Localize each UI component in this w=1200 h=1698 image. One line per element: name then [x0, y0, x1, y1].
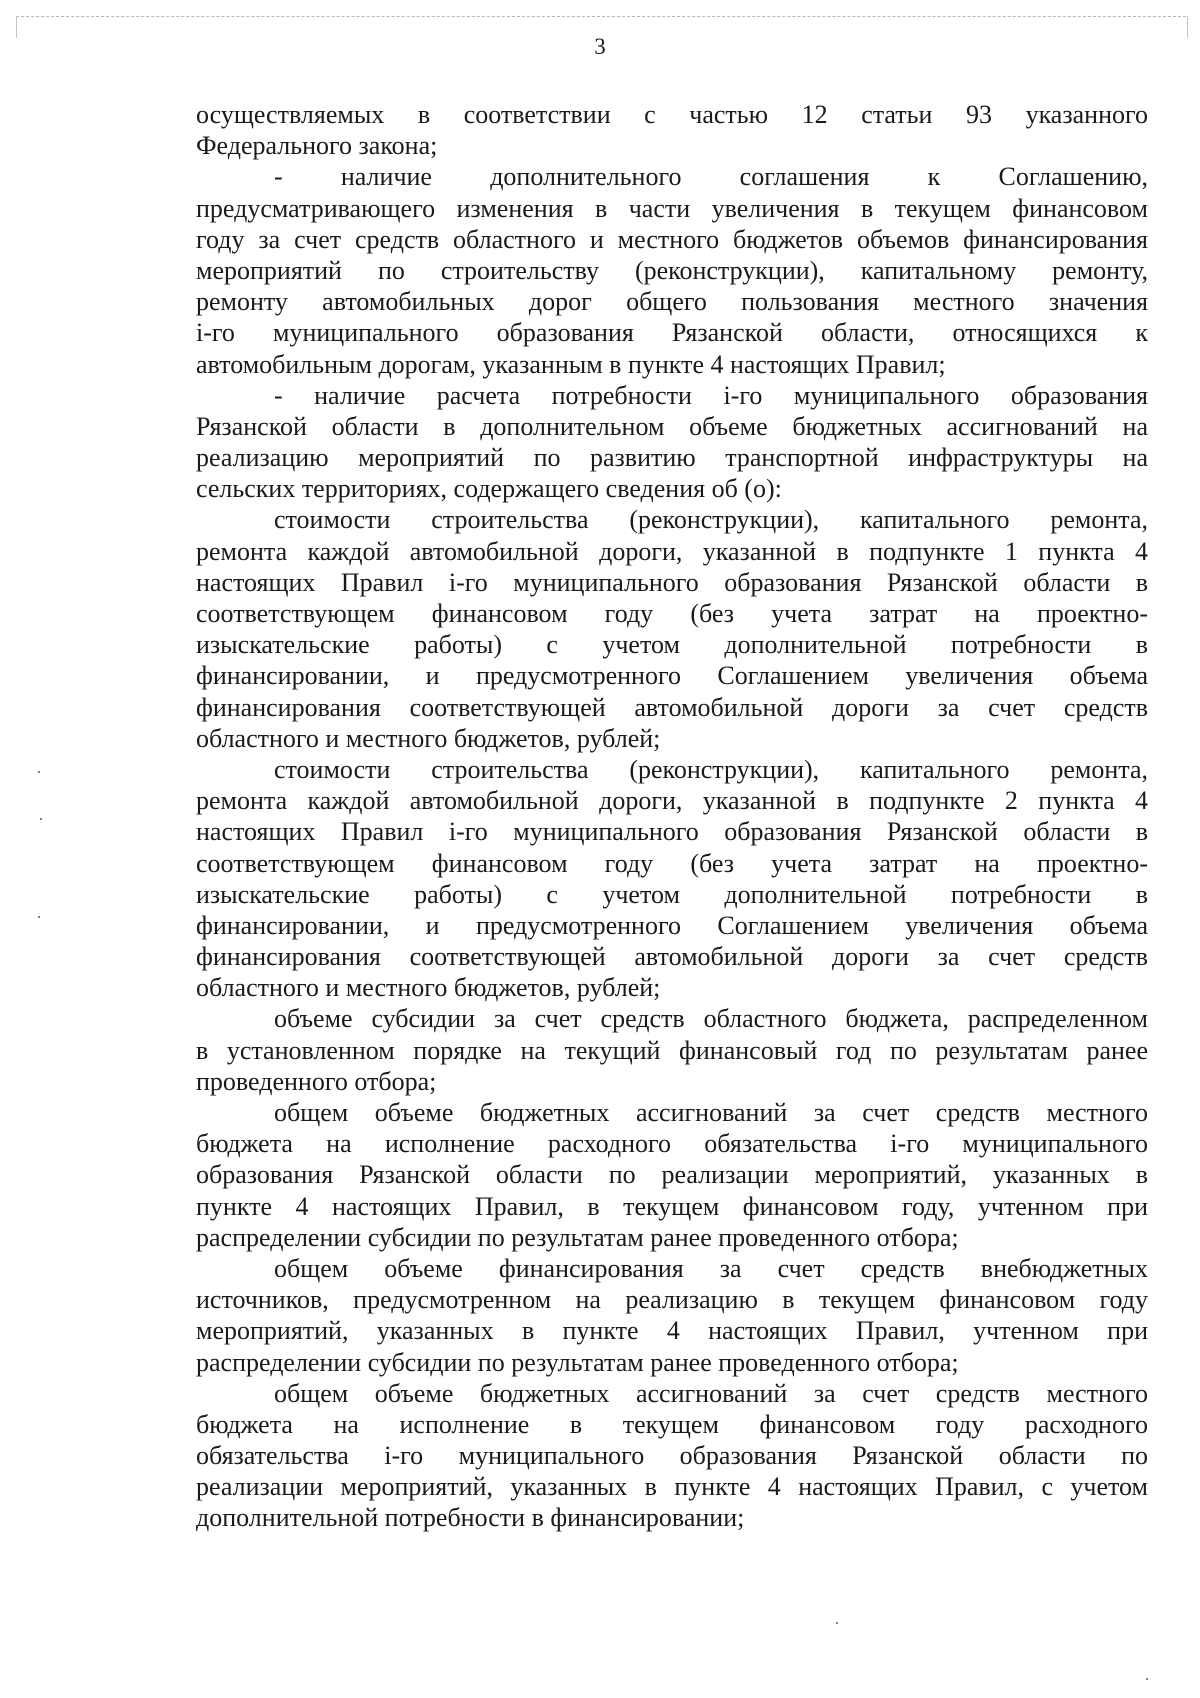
text-line: Федерального закона;: [196, 131, 438, 161]
text-line: общем объеме бюджетных ассигнований за счет средств местного: [274, 1378, 1148, 1408]
text-line: общем объеме финансирования за счет средств внебюджетных: [274, 1253, 1148, 1283]
text-line: мероприятий, указанных в пункте 4 настоящих Правил, учтенном при: [196, 1316, 1148, 1346]
text-line: предусматривающего изменения в части увеличения в текущем финансовом: [196, 193, 1148, 223]
text-line: i-го муниципального образования Рязанской области, относящихся к: [196, 318, 1148, 348]
scan-speck: [38, 771, 40, 773]
text-line: финансировании, и предусмотренного Соглашением увеличения объема: [196, 661, 1148, 691]
text-line: стоимости строительства (реконструкции), капитального ремонта,: [274, 754, 1148, 784]
text-line: пункте 4 настоящих Правил, в текущем финансовом году, учтенном при: [196, 1191, 1148, 1221]
text-line: стоимости строительства (реконструкции), капитального ремонта,: [274, 505, 1148, 535]
text-line: объеме субсидии за счет средств областного бюджета, распределенном: [274, 1004, 1148, 1034]
text-line: финансирования соответствующей автомобильной дороги за счет средств: [196, 942, 1148, 972]
text-line: распределении субсидии по результатам ранее проведенного отбора;: [196, 1347, 959, 1377]
text-line: - наличие расчета потребности i-го муниципального образования: [274, 380, 1148, 410]
text-line: источников, предусмотренном на реализацию в текущем финансовом году: [196, 1285, 1148, 1315]
text-line: в установленном порядке на текущий финансовый год по результатам ранее: [196, 1035, 1148, 1065]
text-line: бюджета на исполнение расходного обязательства i-го муниципального: [196, 1129, 1148, 1159]
scan-speck: [1146, 1678, 1148, 1680]
text-line: мероприятий по строительству (реконструкции), капитальному ремонту,: [196, 255, 1148, 285]
text-line: бюджета на исполнение в текущем финансовом году расходного: [196, 1409, 1148, 1439]
text-line: соответствующем финансовом году (без учета затрат на проектно-: [196, 599, 1148, 628]
text-line: автомобильным дорогам, указанным в пункте 4 настоящих Правил;: [196, 349, 946, 379]
page-number: 3: [594, 34, 606, 59]
text-line: финансировании, и предусмотренного Соглашением увеличения объема: [196, 910, 1148, 940]
text-line: распределении субсидии по результатам ранее проведенного отбора;: [196, 1222, 959, 1252]
text-line: году за счет средств областного и местного бюджетов объемов финансирования: [196, 224, 1148, 254]
text-line: соответствующем финансовом году (без учета затрат на проектно-: [196, 848, 1148, 878]
text-line: осуществляемых в соответствии с частью 12 статьи 93 указанного: [196, 100, 1148, 129]
text-line: общем объеме бюджетных ассигнований за счет средств местного: [274, 1098, 1148, 1127]
scan-speck: [836, 1622, 838, 1624]
text-line: областного и местного бюджетов, рублей;: [196, 723, 661, 753]
text-line: ремонта каждой автомобильной дороги, указанной в подпункте 2 пункта 4: [196, 786, 1148, 816]
document-body: [196, 99, 1148, 1534]
scan-top-edge: [16, 16, 1186, 17]
text-line: реализации мероприятий, указанных в пункте 4 настоящих Правил, с учетом: [196, 1472, 1148, 1502]
text-line: изыскательские работы) с учетом дополнительной потребности в: [196, 879, 1148, 909]
scan-speck: [38, 916, 40, 918]
text-line: реализацию мероприятий по развитию транспортной инфраструктуры на: [196, 443, 1148, 473]
scan-speck: [40, 818, 42, 820]
text-line: изыскательские работы) с учетом дополнительной потребности в: [196, 630, 1148, 660]
text-line: обязательства i-го муниципального образования Рязанской области по: [196, 1441, 1148, 1471]
text-line: образования Рязанской области по реализации мероприятий, указанных в: [196, 1160, 1148, 1190]
text-line: настоящих Правил i-го муниципального образования Рязанской области в: [196, 567, 1148, 597]
text-line: сельских территориях, содержащего сведения об (о):: [196, 474, 782, 504]
text-line: дополнительной потребности в финансировании;: [196, 1503, 745, 1533]
text-line: - наличие дополнительного соглашения к Соглашению,: [274, 162, 1148, 192]
text-line: Рязанской области в дополнительном объеме бюджетных ассигнований на: [196, 411, 1148, 441]
text-line: ремонту автомобильных дорог общего пользования местного значения: [196, 287, 1148, 317]
text-line: финансирования соответствующей автомобильной дороги за счет средств: [196, 692, 1148, 722]
text-line: областного и местного бюджетов, рублей;: [196, 973, 661, 1003]
text-line: проведенного отбора;: [196, 1066, 437, 1096]
text-line: ремонта каждой автомобильной дороги, указанной в подпункте 1 пункта 4: [196, 536, 1148, 566]
text-line: настоящих Правил i-го муниципального образования Рязанской области в: [196, 817, 1148, 847]
